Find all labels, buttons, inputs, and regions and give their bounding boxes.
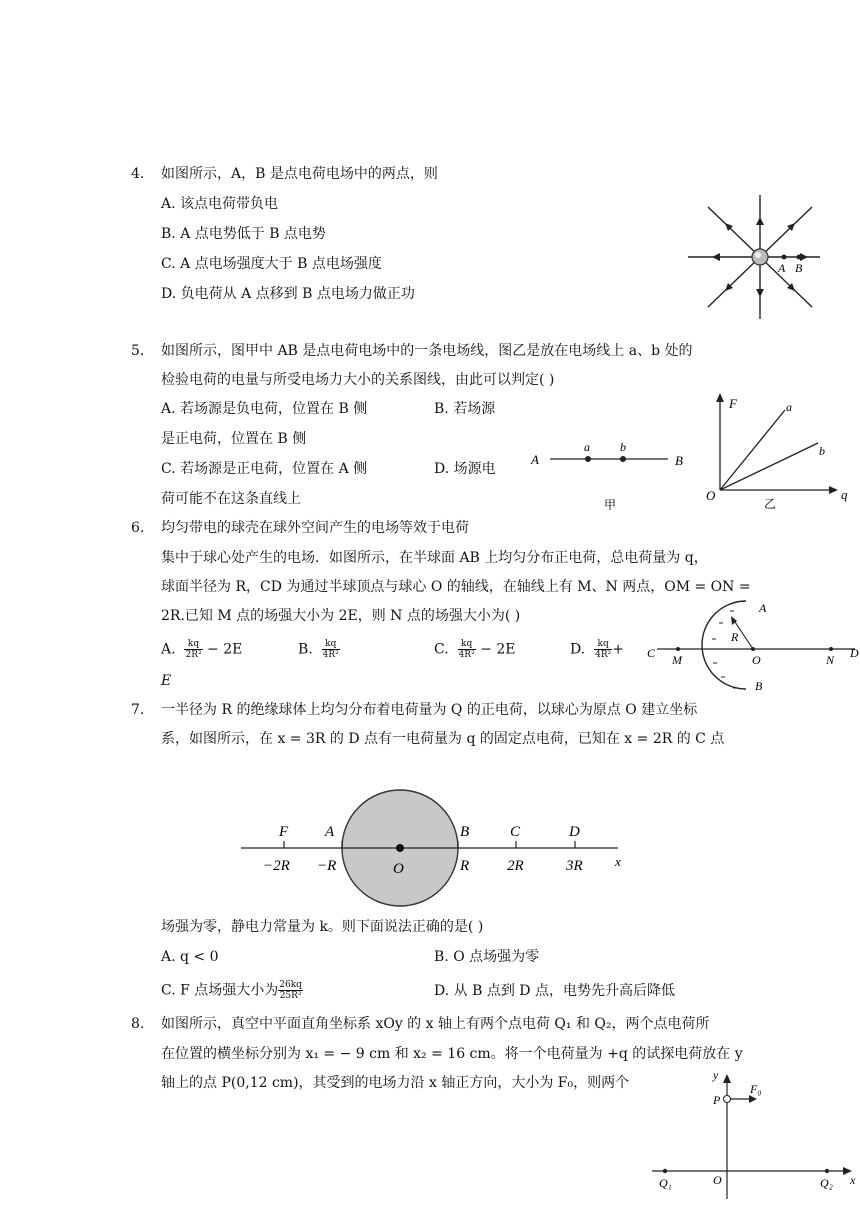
- q7-option-b: B. O 点场强为零: [434, 949, 540, 965]
- q6-stem-line1: 均匀带电的球壳在球外空间产生的电场等效于电荷: [161, 520, 469, 536]
- q6-stem-line4: 2R.已知 M 点的场强大小为 2E，则 N 点的场强大小为( ): [161, 608, 521, 624]
- q4-fig-label-a: A: [778, 261, 786, 275]
- q7-fig-tick-R: R: [460, 858, 470, 874]
- q5-option-b: B. 若场源: [434, 401, 496, 417]
- q6-fig-M: M: [672, 653, 682, 667]
- q6-fig-N: N: [826, 653, 835, 667]
- q7-figure: [238, 788, 638, 903]
- q6-option-c: C. $\frac{kq}{\text{4R²}}$ − 2E: [434, 639, 516, 660]
- q5-stem-line2: 检验电荷的电量与所受电场力大小的关系图线，由此可以判定( ): [161, 372, 555, 388]
- q8-stem-line3: 轴上的点 P(0,12 cm)，其受到的电场力沿 x 轴正方向，大小为 F₀，则两个: [161, 1075, 630, 1091]
- q6-fig-R: R: [731, 630, 739, 644]
- q5-yi-origin: O: [706, 488, 716, 503]
- q5-jia-label-A: A: [531, 452, 539, 467]
- q5-jia-label-a: a: [584, 440, 590, 454]
- q5-jia-caption: 甲: [604, 498, 617, 512]
- q4-number: 4.: [131, 166, 145, 182]
- q6-fig-B: B: [755, 679, 763, 693]
- q5-option-d: D. 场源电: [434, 461, 496, 477]
- q7-option-a: A. q < 0: [161, 949, 219, 965]
- q8-fig-x-axis: x: [850, 1173, 856, 1187]
- q7-fig-tick-3R: 3R: [566, 858, 583, 874]
- q5-stem-line1: 如图所示，图甲中 AB 是点电荷电场中的一条电场线，图乙是放在电场线上 a、b 处的: [161, 343, 693, 359]
- q5-jia-label-b: b: [620, 440, 626, 454]
- q7-fig-B: B: [460, 824, 470, 840]
- q5-yi-line-a: a: [786, 400, 792, 414]
- q7-stem-line1: 一半径为 R 的绝缘球体上均匀分布着电荷量为 Q 的正电荷，以球心为原点 O 建立坐标: [161, 702, 698, 718]
- q5-yi-axis-q: q: [841, 487, 848, 502]
- q8-number: 8.: [131, 1016, 145, 1032]
- q7-stem-line3: 场强为零，静电力常量为 k。则下面说法正确的是( ): [161, 919, 484, 935]
- q7-number: 7.: [131, 702, 145, 718]
- q6-option-b: B. $\frac{kq}{\text{4R²}}$: [298, 639, 339, 660]
- q6-option-d-wrap: E: [161, 673, 172, 689]
- q8-figure: [650, 1063, 860, 1203]
- q7-option-c: C. F 点场强大小为 $\frac{26kq}{\text{25R²}}$: [161, 980, 302, 1001]
- q8-stem-line2: 在位置的横坐标分别为 x₁ = − 9 cm 和 x₂ = 16 cm。将一个电荷量为 +q 的试探电荷放在 y: [161, 1046, 743, 1062]
- q5-yi-line-b: b: [819, 444, 825, 458]
- q8-stem-line1: 如图所示，真空中平面直角坐标系 xOy 的 x 轴上有两个点电荷 Q₁ 和 Q₂，两个点电荷所: [161, 1016, 710, 1032]
- q6-fig-C: C: [647, 646, 656, 660]
- q4-option-d: D. 负电荷从 A 点移到 B 点电场力做正功: [161, 286, 415, 302]
- q5-number: 5.: [131, 343, 145, 359]
- q8-fig-F0: F₀: [750, 1082, 762, 1096]
- q5-yi-caption: 乙: [764, 497, 777, 511]
- q4-stem: 如图所示，A，B 是点电荷电场中的两点，则: [161, 166, 438, 182]
- q6-stem-line2: 集中于球心处产生的电场．如图所示，在半球面 AB 上均匀分布正电荷，总电荷量为 q，: [161, 550, 708, 566]
- q4-figure: [680, 195, 840, 325]
- q5-yi-axis-F: F: [729, 396, 737, 411]
- q5-figure-jia: [525, 435, 695, 515]
- q7-fig-A: A: [325, 824, 335, 840]
- q6-fig-D: D: [850, 646, 859, 660]
- q8-fig-Q2: Q₂: [820, 1176, 833, 1190]
- q5-option-b-wrap: 是正电荷，位置在 B 侧: [161, 431, 307, 447]
- q7-fig-origin: O: [393, 861, 404, 877]
- q7-fig-F: F: [279, 824, 289, 840]
- q6-figure: [643, 597, 860, 693]
- q5-figure-yi: [700, 393, 860, 513]
- q6-stem-line3: 球面半径为 R，CD 为通过半球顶点与球心 O 的轴线，在轴线上有 M、N 两点，OM = ON =: [161, 579, 751, 595]
- q7-fig-D: D: [569, 824, 580, 840]
- q5-jia-label-B: B: [675, 453, 683, 468]
- q8-fig-Q1: Q₁: [659, 1176, 672, 1190]
- q5-option-a: A. 若场源是负电荷，位置在 B 侧: [161, 401, 368, 417]
- q4-fig-label-b: B: [795, 261, 803, 275]
- q4-option-c: C. A 点电场强度大于 B 点电场强度: [161, 256, 382, 272]
- q6-option-a: A. $\frac{kq}{\text{2R²}}$ − 2E: [161, 639, 243, 660]
- q6-option-d: D. $\frac{kq}{\text{4R²}}$ +: [570, 639, 624, 660]
- q5-option-c: C. 若场源是正电荷，位置在 A 侧: [161, 461, 368, 477]
- q7-fig-tick-neg2R: −2R: [263, 858, 290, 874]
- q4-option-b: B. A 点电势低于 B 点电势: [161, 226, 326, 242]
- q6-fig-A: A: [759, 601, 767, 615]
- q7-stem-line2: 系，如图所示，在 x = 3R 的 D 点有一电荷量为 q 的固定点电荷，已知在 x = 2R 的 C 点: [161, 731, 725, 747]
- q8-fig-origin: O: [713, 1173, 722, 1187]
- q7-option-d: D. 从 B 点到 D 点，电势先升高后降低: [434, 983, 675, 999]
- q7-fig-tick-negR: −R: [317, 858, 337, 874]
- q8-fig-y-axis: y: [713, 1068, 719, 1082]
- q7-fig-tick-2R: 2R: [507, 858, 524, 874]
- q7-fig-x-axis: x: [615, 854, 621, 869]
- q6-fig-O: O: [752, 653, 761, 667]
- q6-number: 6.: [131, 520, 145, 536]
- q4-option-a: A. 该点电荷带负电: [161, 196, 279, 212]
- q7-fig-C: C: [510, 824, 521, 840]
- q8-fig-P: P: [713, 1093, 721, 1107]
- q5-option-d-wrap: 荷可能不在这条直线上: [161, 491, 301, 507]
